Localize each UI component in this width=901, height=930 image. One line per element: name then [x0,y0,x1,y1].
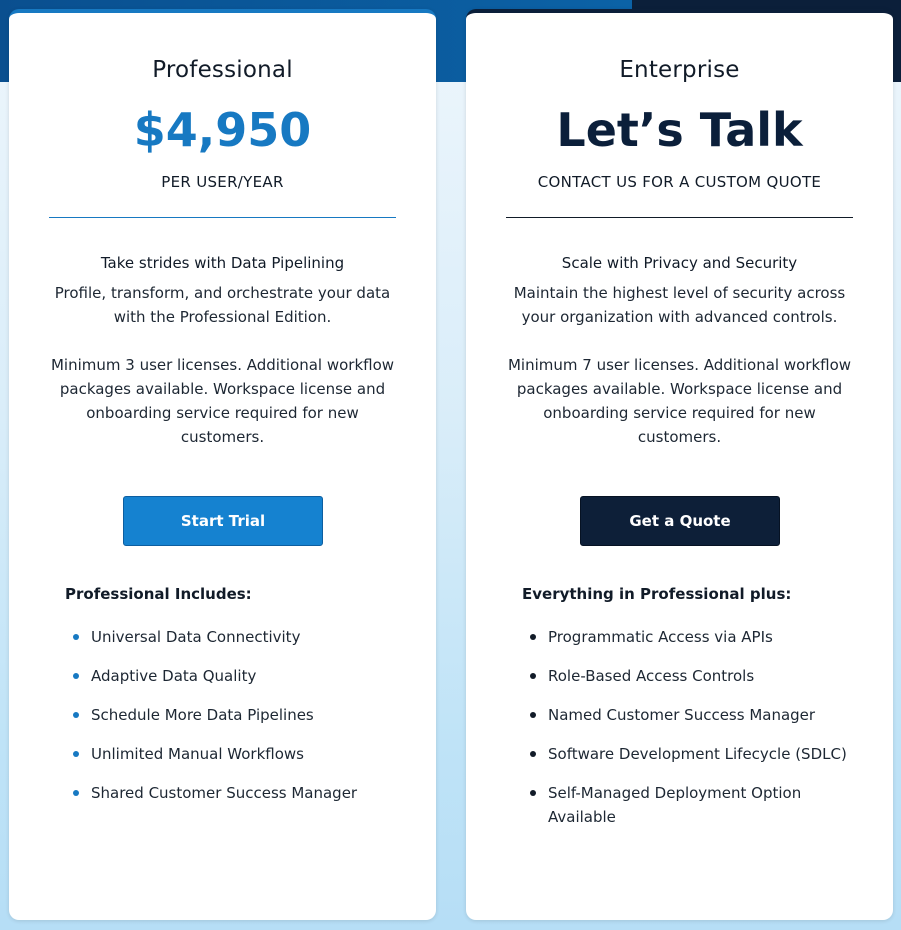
list-item [65,703,406,727]
bullet-icon [73,790,79,796]
list-item [522,703,863,727]
list-item [522,625,863,649]
list-item [65,781,406,805]
description-body: Profile, transform, and orchestrate your data with the Professional Edition. [54,284,391,326]
divider [49,217,396,218]
feature-label: Schedule More Data Pipelines [91,706,314,724]
list-item [65,742,406,766]
description-body: Maintain the highest level of security across your organization with advanced controls. [513,284,846,326]
license-note: Minimum 3 user licenses. Additional workflow packages available. Workspace license and onboarding service required for new customers. [50,356,395,446]
bullet-icon [530,790,536,796]
feature-label: Programmatic Access via APIs [548,628,773,646]
list-item [65,664,406,688]
includes-title: Professional Includes: [65,585,252,603]
list-item [522,781,863,829]
list-item [522,742,863,766]
bullet-icon [73,673,79,679]
feature-label: Named Customer Success Manager [548,706,816,724]
price-subtitle: CONTACT US FOR A CUSTOM QUOTE [537,173,822,191]
bullet-icon [530,751,536,757]
feature-label: Universal Data Connectivity [91,628,301,646]
professional-plan-card [9,9,436,920]
plan-description [43,251,402,449]
list-item [522,664,863,688]
plan-description [500,251,859,449]
plan-name: Enterprise [619,57,740,83]
license-note: Minimum 7 user licenses. Additional workflow packages available. Workspace license and onboarding service required for new customers. [507,356,852,446]
description-title: Take strides with Data Pipelining [100,254,345,272]
bullet-icon [530,673,536,679]
bullet-icon [73,751,79,757]
description-title: Scale with Privacy and Security [561,254,798,272]
plan-price: Let’s Talk [556,103,803,157]
bullet-icon [530,712,536,718]
bullet-icon [73,634,79,640]
plan-price: $4,950 [133,103,312,157]
enterprise-plan-card [466,9,893,920]
feature-label: Adaptive Data Quality [91,667,257,685]
bullet-icon [530,634,536,640]
feature-label: Unlimited Manual Workflows [91,745,304,763]
plan-name: Professional [152,57,293,83]
feature-label: Role-Based Access Controls [548,667,755,685]
bullet-icon [73,712,79,718]
divider [506,217,853,218]
feature-label: Software Development Lifecycle (SDLC) [548,745,847,763]
list-item [65,625,406,649]
feature-label: Self-Managed Deployment Option Available [548,784,802,826]
feature-list [522,625,863,844]
includes-title: Everything in Professional plus: [522,585,792,603]
price-subtitle: PER USER/YEAR [161,173,284,191]
get-a-quote-button[interactable]: Get a Quote [580,496,780,546]
feature-label: Shared Customer Success Manager [91,784,358,802]
feature-list [65,625,406,820]
start-trial-button[interactable]: Start Trial [123,496,323,546]
